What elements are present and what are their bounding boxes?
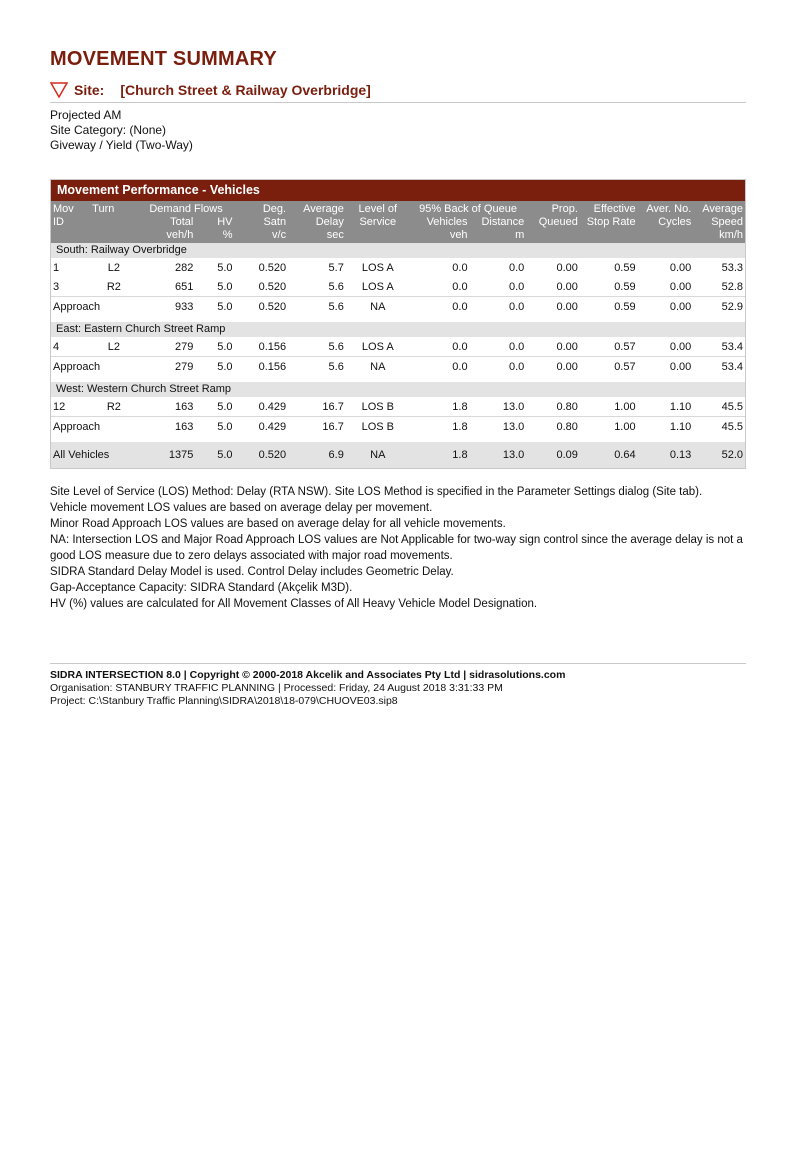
table-cell: 0.00 — [669, 261, 692, 274]
table-cell: 0.0 — [410, 357, 470, 377]
table-cell: 45.5 — [721, 400, 743, 413]
header-cell: Stop Rate — [580, 216, 638, 229]
table-cell: 282 — [174, 261, 194, 274]
note: SIDRA Standard Delay Model is used. Control Delay includes Geometric Delay. — [50, 566, 454, 578]
table-cell: 0.00 — [556, 280, 578, 293]
table-cell: 0.80 — [556, 400, 578, 413]
approach-group-header — [51, 382, 745, 397]
table-cell: 0.0 — [470, 297, 527, 317]
table-cell: 0.429 — [235, 417, 289, 437]
table-cell: 0.00 — [669, 340, 692, 353]
movement-performance-table — [50, 179, 746, 469]
table-cell: LOS B — [346, 417, 410, 437]
note: Site Level of Service (LOS) Method: Delay (RTA NSW). Site LOS Method is specified in the Parameter Settings dialog (Site tab). — [50, 486, 703, 498]
header-cell: Aver. No. — [638, 201, 694, 216]
table-cell: 5.0 — [195, 297, 234, 317]
header-cell: Average — [288, 201, 346, 216]
table-cell: 5.0 — [217, 340, 233, 353]
site-category: Site Category: (None) — [50, 123, 167, 137]
table-cell: NA — [346, 442, 410, 468]
table-cell: 16.7 — [288, 417, 346, 437]
table-cell: 0.0 — [508, 280, 525, 293]
table-cell: 0.156 — [258, 340, 287, 353]
table-cell: 0.59 — [614, 280, 636, 293]
table-cell: 0.0 — [452, 340, 468, 353]
note: Vehicle movement LOS values are based on average delay per movement. — [50, 502, 433, 514]
table-cell: 0.429 — [258, 400, 287, 413]
header-cell: Service — [346, 216, 410, 229]
footer-organisation: Organisation: STANBURY TRAFFIC PLANNING | Processed: Friday, 24 August 2018 3:31:33 PM — [50, 682, 503, 694]
table-cell: 1 — [53, 261, 60, 274]
approach-summary-row — [51, 297, 745, 317]
note: NA: Intersection LOS and Major Road Approach LOS values are Not Applicable for two-way sign control since the average delay is not a good LOS measure due to zero delays associated with major road movements. — [50, 534, 743, 562]
header-cell — [346, 229, 410, 243]
row-label: Approach — [51, 357, 138, 377]
header-cell: km/h — [693, 229, 745, 243]
table-cell: 0.00 — [556, 261, 578, 274]
header-cell: veh — [410, 229, 470, 243]
table-cell: 4 — [53, 340, 60, 353]
table-cell: LOS B — [361, 400, 394, 413]
table-cell: 52.9 — [693, 297, 745, 317]
header-cell: Vehicles — [410, 216, 470, 229]
scenario-name: Projected AM — [50, 108, 122, 122]
note: Minor Road Approach LOS values are based on average delay for all vehicle movements. — [50, 518, 506, 530]
table-cell: 3 — [53, 280, 60, 293]
site-name: [Church Street & Railway Overbridge] — [120, 82, 371, 98]
header-cell: Total — [138, 216, 196, 229]
header-cell — [526, 229, 580, 243]
performance-table — [51, 201, 745, 468]
table-cell: 5.6 — [288, 297, 346, 317]
table-cell: 52.8 — [721, 280, 743, 293]
table-cell: 0.0 — [452, 261, 468, 274]
approach-group-header — [51, 243, 745, 258]
table-cell: 6.9 — [288, 442, 346, 468]
table-title: Movement Performance - Vehicles — [51, 180, 745, 201]
table-row — [51, 258, 745, 277]
table-cell: 45.5 — [693, 417, 745, 437]
site-label: Site: — [74, 82, 105, 98]
table-cell: NA — [346, 297, 410, 317]
table-cell: 0.09 — [526, 442, 580, 468]
site-header — [50, 79, 746, 103]
table-cell: 0.00 — [638, 357, 694, 377]
report-page — [50, 48, 746, 612]
table-cell: L2 — [107, 340, 120, 353]
table-cell: 1.00 — [580, 417, 638, 437]
page-title: MOVEMENT SUMMARY — [50, 48, 277, 70]
header-cell: Level of — [346, 201, 410, 216]
header-cell: Deg. — [235, 201, 289, 216]
table-cell: R2 — [106, 280, 121, 293]
header-cell: Mov — [51, 201, 90, 216]
table-cell: 0.520 — [235, 297, 289, 317]
table-cell: 0.0 — [508, 261, 525, 274]
table-cell: 0.520 — [258, 261, 287, 274]
header-cell: Delay — [288, 216, 346, 229]
row-label: All Vehicles — [51, 442, 138, 468]
table-cell: 0.00 — [638, 297, 694, 317]
header-cell: Distance — [470, 216, 527, 229]
table-cell: 163 — [138, 417, 196, 437]
table-cell: 1.8 — [410, 417, 470, 437]
table-cell: LOS A — [361, 261, 394, 274]
table-cell: 5.0 — [195, 357, 234, 377]
table-cell: 0.00 — [556, 340, 578, 353]
table-cell: 5.0 — [195, 417, 234, 437]
header-cell: Prop. — [526, 201, 580, 216]
table-cell: 279 — [138, 357, 196, 377]
header-cell — [638, 229, 694, 243]
footer-copyright: SIDRA INTERSECTION 8.0 | Copyright © 2000-2018 Akcelik and Associates Pty Ltd | sidrasolutions.com — [50, 669, 566, 681]
approach-group-header — [51, 322, 745, 337]
yield-triangle-icon — [50, 82, 68, 98]
table-row — [51, 397, 745, 417]
header-cell — [580, 229, 638, 243]
header-cell: sec — [288, 229, 346, 243]
table-cell: 0.59 — [580, 297, 638, 317]
table-cell: 0.520 — [258, 280, 287, 293]
header-row-1 — [51, 201, 745, 216]
table-cell: 1.10 — [638, 417, 694, 437]
header-cell: Satn — [235, 216, 289, 229]
table-cell: 53.4 — [721, 340, 743, 353]
table-cell: 5.6 — [328, 340, 344, 353]
page-footer — [50, 663, 746, 708]
table-cell: 5.0 — [195, 442, 234, 468]
header-row-2 — [51, 216, 745, 229]
header-cell — [51, 229, 90, 243]
table-cell: 0.0 — [470, 357, 527, 377]
table-cell: 0.0 — [508, 340, 525, 353]
table-cell: 0.57 — [614, 340, 636, 353]
site-meta — [50, 108, 746, 153]
table-cell: 5.6 — [328, 280, 344, 293]
header-cell: 95% Back of Queue — [410, 201, 527, 216]
table-cell: 933 — [138, 297, 196, 317]
table-cell: 0.520 — [235, 442, 289, 468]
header-cell: Speed — [693, 216, 745, 229]
table-cell: LOS A — [361, 280, 394, 293]
header-cell: v/c — [235, 229, 289, 243]
table-cell: 0.64 — [580, 442, 638, 468]
table-cell: 0.00 — [526, 297, 580, 317]
table-row — [51, 277, 745, 297]
table-cell: 0.57 — [580, 357, 638, 377]
approach-name: South: Railway Overbridge — [51, 243, 745, 258]
table-cell: 279 — [174, 340, 194, 353]
table-cell: L2 — [107, 261, 120, 274]
row-label: Approach — [51, 297, 138, 317]
control-type: Giveway / Yield (Two-Way) — [50, 138, 193, 152]
table-cell: 1.8 — [452, 400, 468, 413]
table-cell: 53.3 — [721, 261, 743, 274]
header-cell: ID — [51, 216, 90, 229]
header-cell: HV — [195, 216, 234, 229]
table-cell: 0.156 — [235, 357, 289, 377]
header-cell: Average — [693, 201, 745, 216]
table-row — [51, 337, 745, 357]
all-vehicles-row — [51, 442, 745, 468]
table-cell: 0.00 — [669, 280, 692, 293]
table-cell: 13.0 — [502, 400, 525, 413]
table-cell: 13.0 — [470, 442, 527, 468]
header-cell: Demand Flows — [138, 201, 235, 216]
table-cell: LOS A — [361, 340, 394, 353]
table-cell: 53.4 — [693, 357, 745, 377]
table-cell: R2 — [106, 400, 121, 413]
table-cell: 0.13 — [638, 442, 694, 468]
table-cell: 0.80 — [526, 417, 580, 437]
table-cell: 5.6 — [288, 357, 346, 377]
table-body — [51, 243, 745, 468]
header-cell: % — [195, 229, 234, 243]
approach-name: West: Western Church Street Ramp — [51, 382, 745, 397]
table-cell: 16.7 — [322, 400, 344, 413]
approach-name: East: Eastern Church Street Ramp — [51, 322, 745, 337]
header-cell: Effective — [580, 201, 638, 216]
note: HV (%) values are calculated for All Movement Classes of All Heavy Vehicle Model Designation. — [50, 598, 538, 610]
table-cell: 5.0 — [217, 400, 233, 413]
table-cell: 5.7 — [328, 261, 344, 274]
header-cell — [90, 216, 137, 229]
table-cell: 1.10 — [669, 400, 692, 413]
table-cell: 0.0 — [410, 297, 470, 317]
table-cell: 0.0 — [452, 280, 468, 293]
table-cell: 52.0 — [693, 442, 745, 468]
table-cell: NA — [346, 357, 410, 377]
header-row-3 — [51, 229, 745, 243]
header-cell: Queued — [526, 216, 580, 229]
approach-summary-row — [51, 357, 745, 377]
table-cell: 5.0 — [217, 261, 233, 274]
table-cell: 0.59 — [614, 261, 636, 274]
footer-project: Project: C:\Stanbury Traffic Planning\SIDRA\2018\18-079\CHUOVE03.sip8 — [50, 695, 398, 707]
notes-section — [50, 484, 750, 612]
header-cell: Turn — [90, 201, 137, 216]
table-cell: 1375 — [138, 442, 196, 468]
header-cell: Cycles — [638, 216, 694, 229]
table-cell: 5.0 — [217, 280, 233, 293]
header-cell: veh/h — [138, 229, 196, 243]
table-cell: 651 — [174, 280, 194, 293]
table-cell: 12 — [53, 400, 66, 413]
table-cell: 13.0 — [470, 417, 527, 437]
table-cell: 1.8 — [410, 442, 470, 468]
table-cell: 1.00 — [614, 400, 636, 413]
header-cell — [90, 229, 137, 243]
table-cell: 0.00 — [526, 357, 580, 377]
row-label: Approach — [51, 417, 138, 437]
header-cell: m — [470, 229, 527, 243]
table-cell: 163 — [174, 400, 194, 413]
note: Gap-Acceptance Capacity: SIDRA Standard (Akçelik M3D). — [50, 582, 353, 594]
approach-summary-row — [51, 417, 745, 437]
